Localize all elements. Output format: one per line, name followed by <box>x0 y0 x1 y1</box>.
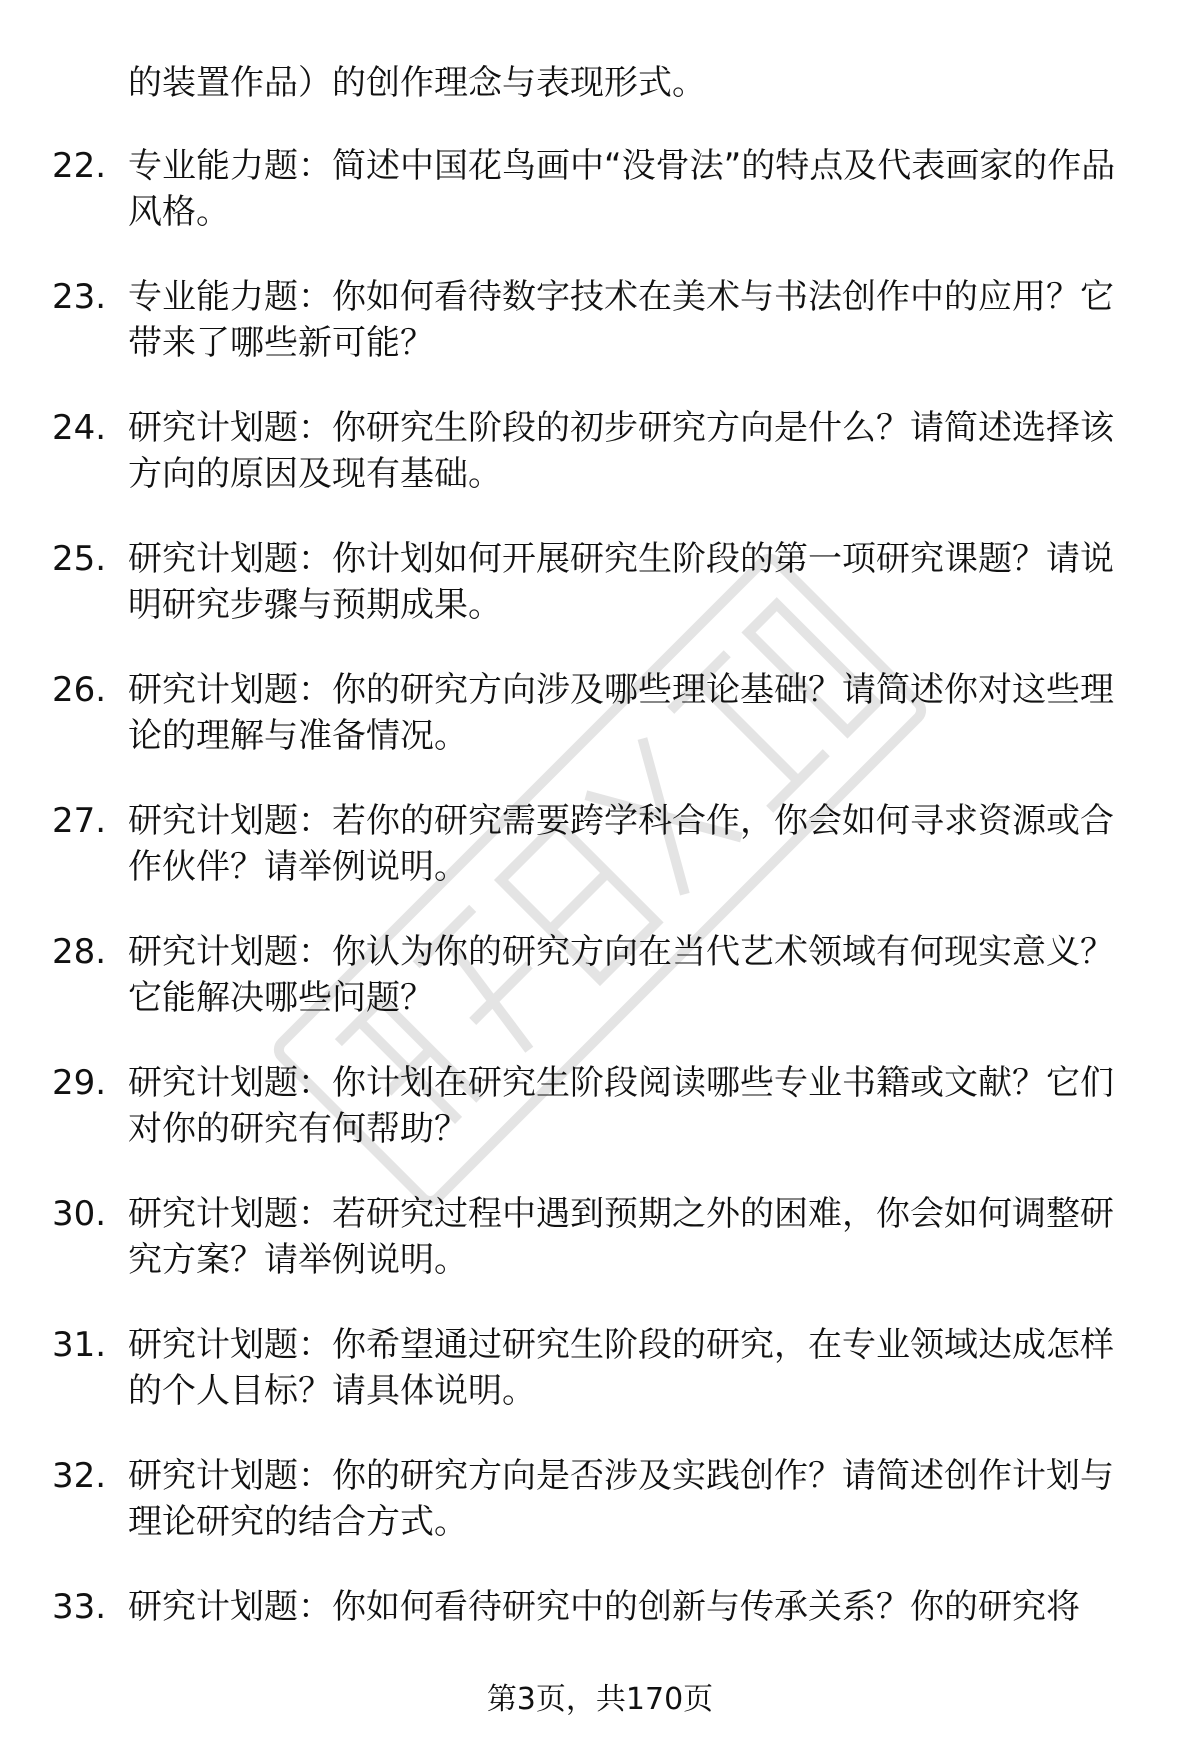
question-number: 29. <box>52 1063 107 1103</box>
question-item <box>0 667 1200 798</box>
question-item <box>0 1060 1200 1191</box>
question-text: 专业能力题：简述中国花鸟画中“没骨法”的特点及代表画家的作品风格。 <box>128 146 1116 232</box>
question-item <box>0 143 1200 274</box>
question-item <box>0 1191 1200 1322</box>
question-list <box>0 143 1200 1715</box>
question-number: 26. <box>52 670 107 710</box>
question-number: 24. <box>52 408 107 448</box>
question-item <box>0 274 1200 405</box>
question-text: 研究计划题：你如何看待研究中的创新与传承关系？你的研究将 <box>128 1587 1080 1627</box>
question-text: 研究计划题：你计划如何开展研究生阶段的第一项研究课题？请说明研究步骤与预期成果。 <box>128 539 1114 625</box>
question-text: 研究计划题：你认为你的研究方向在当代艺术领域有何现实意义？它能解决哪些问题？ <box>128 932 1114 1018</box>
page-footer: 第3页，共170页 <box>486 1682 714 1717</box>
question-item <box>0 1322 1200 1453</box>
question-item <box>0 536 1200 667</box>
question-number: 31. <box>52 1325 107 1365</box>
continued-text: 的装置作品）的创作理念与表现形式。 <box>128 63 706 103</box>
question-number: 28. <box>52 932 107 972</box>
question-item <box>0 405 1200 536</box>
question-text: 研究计划题：若你的研究需要跨学科合作，你会如何寻求资源或合作伙伴？请举例说明。 <box>128 801 1114 887</box>
question-text: 研究计划题：你的研究方向是否涉及实践创作？请简述创作计划与理论研究的结合方式。 <box>128 1456 1114 1542</box>
question-text: 研究计划题：你计划在研究生阶段阅读哪些专业书籍或文献？它们对你的研究有何帮助？ <box>128 1063 1114 1149</box>
question-number: 27. <box>52 801 107 841</box>
question-text: 研究计划题：你研究生阶段的初步研究方向是什么？请简述选择该方向的原因及现有基础。 <box>128 408 1114 494</box>
question-number: 22. <box>52 146 107 186</box>
question-text: 研究计划题：你希望通过研究生阶段的研究，在专业领域达成怎样的个人目标？请具体说明。 <box>128 1325 1114 1411</box>
question-item <box>0 798 1200 929</box>
question-item <box>0 929 1200 1060</box>
question-text: 研究计划题：若研究过程中遇到预期之外的困难，你会如何调整研究方案？请举例说明。 <box>128 1194 1114 1280</box>
question-number: 30. <box>52 1194 107 1234</box>
question-number: 32. <box>52 1456 107 1496</box>
question-text: 研究计划题：你的研究方向涉及哪些理论基础？请简述你对这些理论的理解与准备情况。 <box>128 670 1114 756</box>
question-number: 23. <box>52 277 107 317</box>
question-number: 33. <box>52 1587 107 1627</box>
question-number: 25. <box>52 539 107 579</box>
question-text: 专业能力题：你如何看待数字技术在美术与书法创作中的应用？它带来了哪些新可能？ <box>128 277 1114 363</box>
question-item <box>0 1453 1200 1584</box>
